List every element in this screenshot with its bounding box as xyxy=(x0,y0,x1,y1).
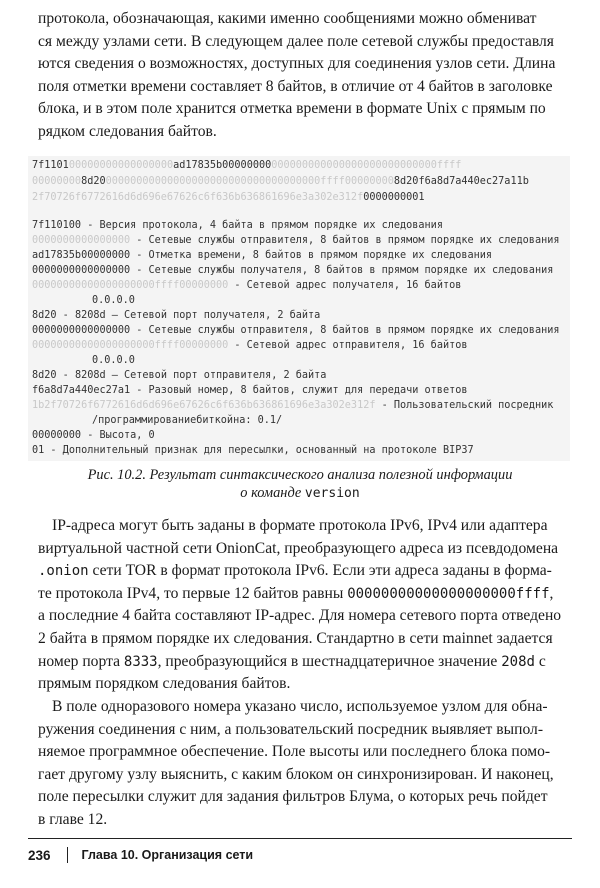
text-line: протокола, обозначающая, какими именно сообщениями можно обмениват xyxy=(38,10,537,27)
parse-row: 01 - Дополнительный признак для пересылки, основанный на протоколе BIP37 xyxy=(32,445,474,456)
footer-divider xyxy=(67,847,68,863)
caption-line: Рис. 10.2. Результат синтаксического анализа полезной информации xyxy=(87,467,513,483)
parse-row: 0.0.0.0 xyxy=(92,355,135,366)
text-line: ружения соединения с ним, а пользовательский посредник выявляет выпол- xyxy=(38,720,544,738)
hex-line: 000000008d2000000000000000000000000000000000000ffff000000008d20f6a8d7a440ec27a11b xyxy=(32,176,529,187)
page-footer xyxy=(28,845,253,865)
parse-row: 1b2f70726f6772616d6d696e67626c6f636b636861696e3a302e312f - Пользовательский посредник xyxy=(32,400,554,411)
parse-row: f6a8d7a440ec27a1 - Разовый номер, 8 байтов, служит для передачи ответов xyxy=(32,385,468,396)
text-line: ся между узлами сети. В следующем далее поле сетевой службы предоставля xyxy=(38,32,554,50)
text-line: а последние 4 байта составляют IP-адрес. Для номера сетевого порта отведено xyxy=(38,607,562,625)
text-line: В поле одноразового номера указано число, используемое узлом для обна- xyxy=(52,698,548,715)
text-line: в главе 12. xyxy=(38,810,108,828)
parse-row: 8d20 - 8208d — Сетевой порт получателя, 2 байта xyxy=(32,310,321,321)
text-line: .onion сети TOR в формат протокола IPv6. Если эти адреса заданы в форма- xyxy=(38,562,552,580)
figure-caption xyxy=(40,466,560,503)
body-paragraph xyxy=(38,696,568,832)
text-line: виртуальной частной сети OnionCat, преобразующего адреса из псевдодомена xyxy=(38,539,559,557)
page-number: 236 xyxy=(28,847,51,863)
text-line: номер порта 8333, преобразующийся в шестнадцатеричное значение 208d с xyxy=(38,652,546,670)
parse-row: 0000000000000000 - Сетевые службы отправителя, 8 байтов в прямом порядке их следования xyxy=(32,325,560,336)
caption-line: о команде version xyxy=(240,485,360,501)
text-line: рядком следования байтов. xyxy=(38,122,217,140)
body-paragraph xyxy=(38,515,568,696)
parse-row: 8d20 - 8208d — Сетевой порт отправителя, 2 байта xyxy=(32,370,327,381)
text-line: гает другому узлу выяснить, с каким блоком он синхронизирован. И наконец, xyxy=(38,765,554,783)
parse-row: 0000000000000000 - Сетевые службы получателя, 8 байтов в прямом порядке их следования xyxy=(32,265,554,276)
parse-row: 7f110100 - Версия протокола, 4 байта в прямом порядке их следования xyxy=(32,220,443,231)
parse-row: /программированиебиткойна: 0.1/ xyxy=(92,415,283,426)
text-line: блока, и в этом поле хранится отметка времени в формате Unix с прямым по xyxy=(38,100,546,118)
parse-row: 00000000 - Высота, 0 xyxy=(32,430,155,441)
parse-row: 0.0.0.0 xyxy=(92,295,135,306)
text-line: те протокола IPv4, то первые 12 байтов равны 00000000000000000000ffff, xyxy=(38,584,554,602)
parse-row: 00000000000000000000ffff00000000 - Сетевой адрес отправителя, 16 байтов xyxy=(32,340,468,351)
text-line: прямым порядком следования байтов. xyxy=(38,675,291,693)
code-listing xyxy=(28,156,570,461)
hex-line: 2f70726f6772616d6d696e67626c6f636b636861696e3a302e312f0000000001 xyxy=(32,192,425,203)
text-line: няемое программное обеспечение. Поле высоты или последнего блока помо- xyxy=(38,743,551,761)
chapter-title: Глава 10. Организация сети xyxy=(81,848,254,862)
text-line: ются сведения о возможностях, доступных для соединения узлов сети. Длина xyxy=(38,55,556,73)
hex-line: 7f110100000000000000000ad17835b00000000000000000000000000000000000ffff xyxy=(32,160,462,171)
text-line: поля отметки времени составляет 8 байтов, в отличие от 4 байтов в заголовке xyxy=(38,77,553,95)
parse-row: 0000000000000000 - Сетевые службы отправителя, 8 байтов в прямом порядке их следования xyxy=(32,235,560,246)
parse-row: ad17835b00000000 - Отметка времени, 8 байтов в прямом порядке их следования xyxy=(32,250,493,261)
footer-rule xyxy=(28,838,572,839)
parse-row: 00000000000000000000ffff00000000 - Сетевой адрес получателя, 16 байтов xyxy=(32,280,462,291)
text-line: поле пересылки служит для задания фильтров Блума, о которых речь пойдет xyxy=(38,788,548,806)
text-line: IP-адреса могут быть заданы в формате протокола IPv6, IPv4 или адаптера xyxy=(52,517,548,534)
top-paragraph xyxy=(38,8,568,144)
text-line: 2 байта в прямом порядке их следования. Стандартно в сети mainnet задается xyxy=(38,629,553,647)
